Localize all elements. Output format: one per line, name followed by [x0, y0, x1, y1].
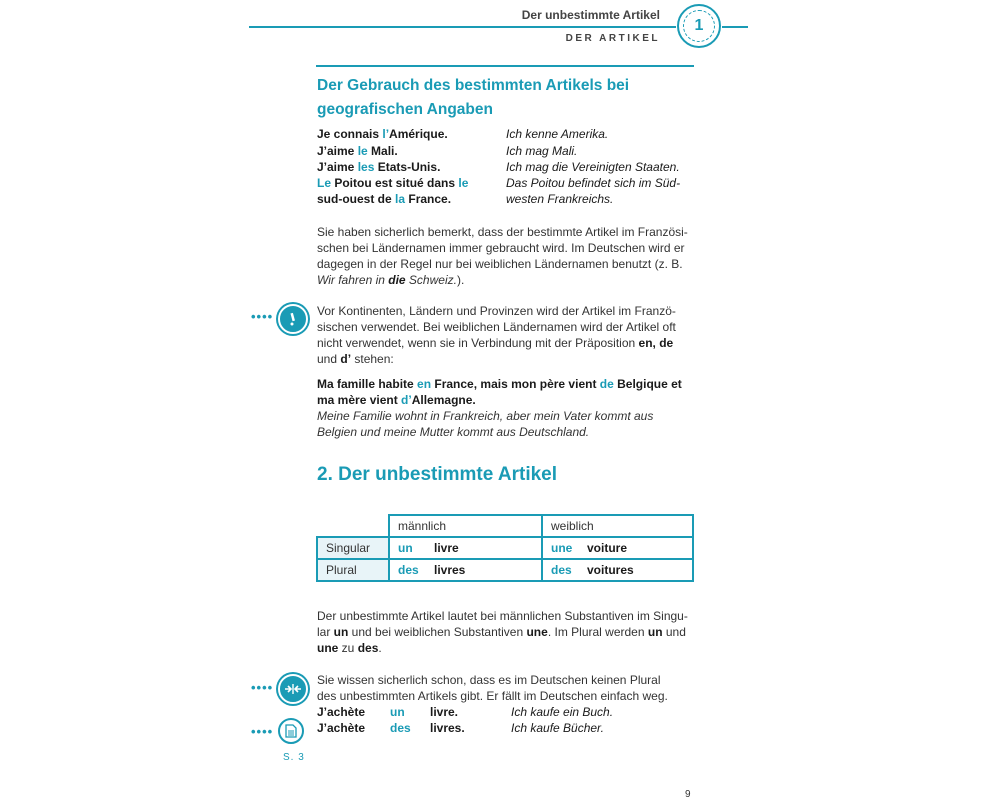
compare-icon: [278, 674, 308, 704]
page-reference[interactable]: S. 3: [283, 752, 305, 763]
section-rule: [316, 65, 694, 67]
margin-dots: ••••: [251, 309, 274, 324]
example-row: sud-ouest de la France. westen Frankreichs.: [317, 192, 614, 206]
table-cell: des livres: [389, 559, 542, 581]
table-row: [317, 537, 693, 559]
table-row: [317, 559, 693, 581]
chapter-badge: [677, 4, 721, 48]
example-sentence-fr: Ma famille habite en France, mais mon père vient de Belgique et ma mère vient d’Allemagne.: [317, 377, 682, 407]
example-row: J’aime les Etats-Unis. Ich mag die Vereinigten Staaten.: [317, 160, 680, 174]
chapter-number: 1: [683, 10, 715, 42]
example-row: J’achète des livres. Ich kaufe Bücher.: [317, 721, 604, 735]
section-heading-2: 2. Der unbestimmte Artikel: [317, 464, 558, 485]
example-row: Je connais l’Amérique. Ich kenne Amerika.: [317, 127, 609, 141]
paragraph-geo-explanation: Sie haben sicherlich bemerkt, dass der bestimmte Artikel im Französi-schen bei Ländernamen immer gebraucht wird. Im Deutschen wird er dagegen in der Regel nur bei weiblichen Ländernamen benutzt (z. B. Wir fahren in die Schweiz.).: [317, 225, 688, 287]
paragraph-indef-explanation: Der unbestimmte Artikel lautet bei männlichen Substantiven im Singu-lar un und bei weiblichen Substantiven une. Im Plural werden un und une zu des.: [317, 609, 688, 655]
example-sentence-de: Meine Familie wohnt in Frankreich, aber mein Vater kommt aus Belgien und meine Mutter kommt aus Deutschland.: [317, 409, 654, 439]
table-cell: un livre: [389, 537, 542, 559]
margin-dots: ••••: [251, 680, 274, 695]
example-row: Le Poitou est situé dans le Das Poitou befindet sich im Süd-: [317, 176, 681, 190]
table-corner: [317, 515, 389, 537]
section-heading-geo: Der Gebrauch des bestimmten Artikels bei geografischen Angaben: [317, 77, 630, 118]
page-number: 9: [685, 789, 691, 800]
header-rule: [249, 26, 676, 28]
row-label: Singular: [317, 537, 389, 559]
paragraph-compare: Sie wissen sicherlich schon, dass es im Deutschen keinen Plural des unbestimmten Artikels gibt. Er fällt im Deutschen einfach weg.: [317, 673, 668, 703]
example-row: J’aime le Mali. Ich mag Mali.: [317, 144, 578, 158]
running-subtitle: DER ARTIKEL: [565, 33, 660, 44]
article-table: [316, 514, 694, 582]
row-label: Plural: [317, 559, 389, 581]
paragraph-note: Vor Kontinenten, Ländern und Provinzen wird der Artikel im Franzö-sischen verwendet. Bei weiblichen Ländernamen wird der Artikel oft nicht verwendet, wenn sie in Verbindung mit der Präposition en, de und d’ stehen:: [317, 304, 676, 366]
attention-icon: [278, 304, 308, 334]
table-cell: une voiture: [542, 537, 693, 559]
table-cell: des voitures: [542, 559, 693, 581]
header-rule-right: [722, 26, 748, 28]
margin-dots: ••••: [251, 724, 274, 739]
col-header-feminine: weiblich: [542, 515, 693, 537]
example-row: J’achète un livre. Ich kaufe ein Buch.: [317, 705, 614, 719]
col-header-masculine: männlich: [389, 515, 542, 537]
running-title: Der unbestimmte Artikel: [521, 8, 660, 22]
document-icon[interactable]: [278, 718, 304, 744]
